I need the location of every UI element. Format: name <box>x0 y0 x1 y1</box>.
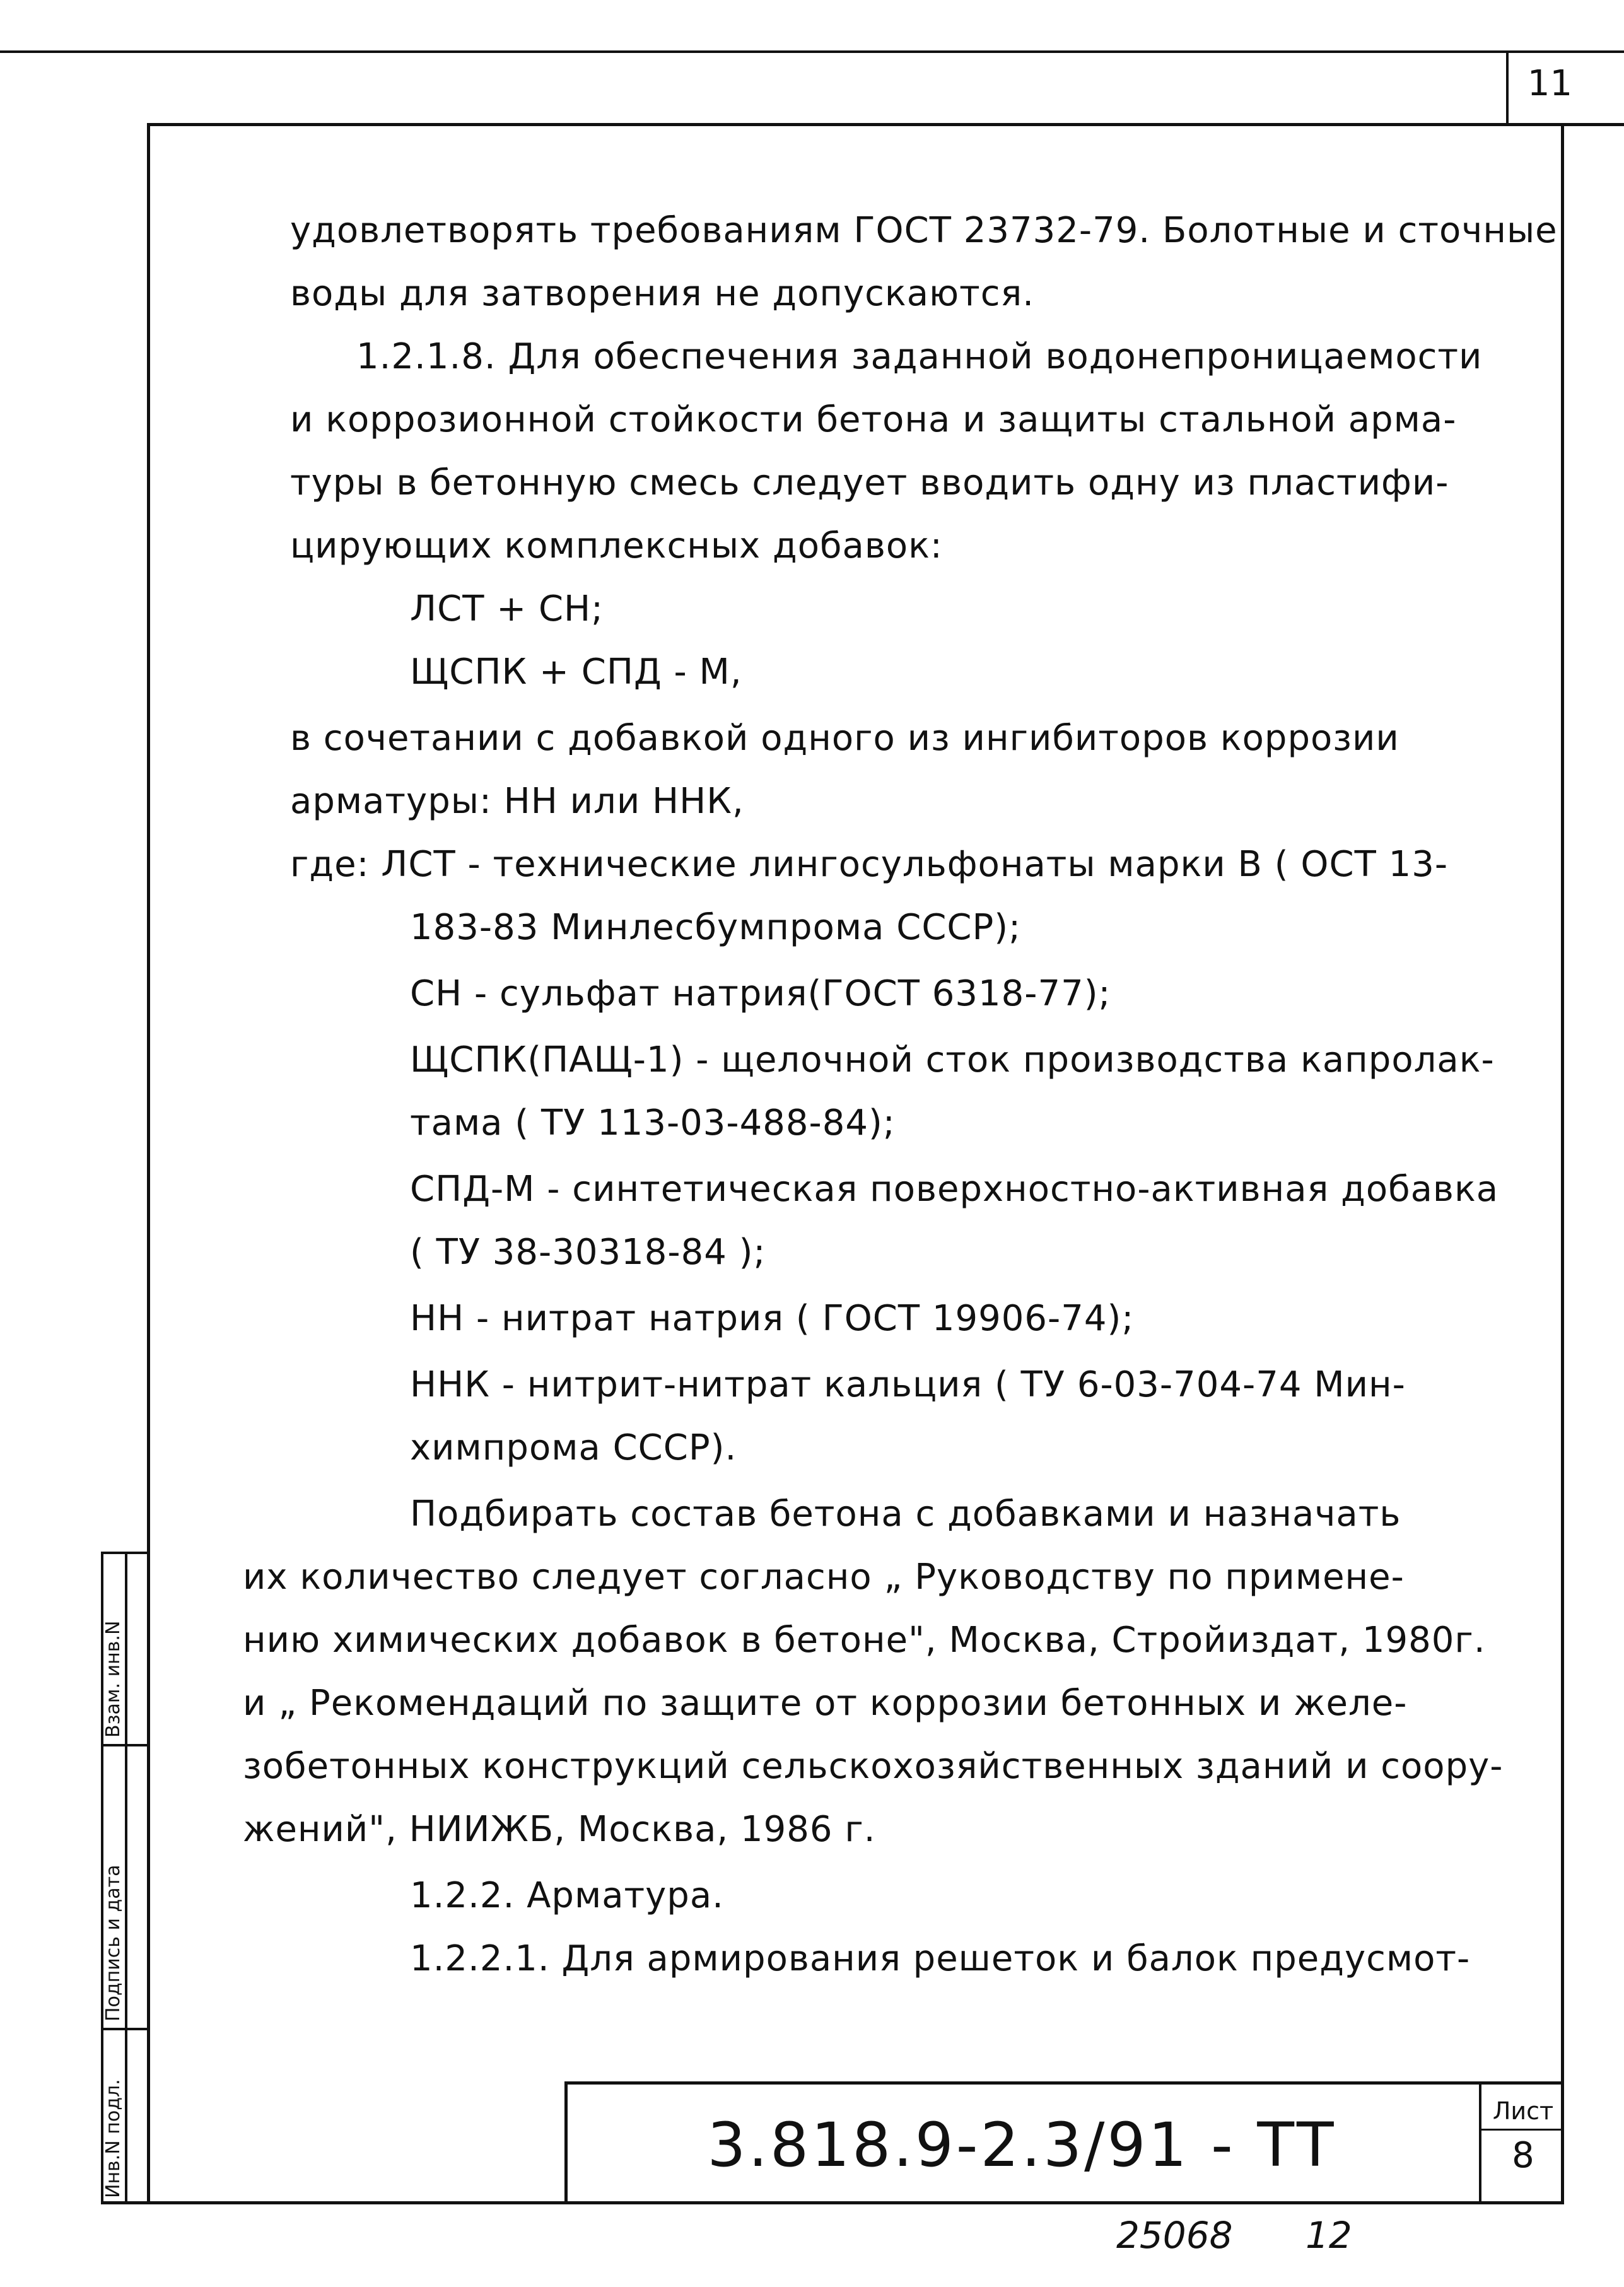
side-label-podpis: Подпись и дата <box>102 1864 124 2021</box>
side-stamp-div2 <box>101 2028 150 2030</box>
text-line-7: ЛСТ + СН; <box>410 588 604 629</box>
text-line-13: СН - сульфат натрия(ГОСТ 6318-77); <box>410 973 1111 1014</box>
text-line-24: и „ Рекомендаций по защите от коррозии бетонных и желе- <box>243 1683 1408 1724</box>
text-line-23: нию химических добавок в бетоне", Москва, Стройиздат, 1980г. <box>243 1620 1486 1661</box>
stamp-list-divider <box>1479 2081 1481 2204</box>
archive-number: 25068 <box>1116 2214 1233 2257</box>
text-line-4: и коррозионной стойкости бетона и защиты стальной арма- <box>290 399 1457 440</box>
sheet-number: 8 <box>1512 2135 1534 2176</box>
side-label-inv-podl: Инв.N подл. <box>102 2079 124 2198</box>
text-line-10: арматуры: НН или ННК, <box>290 781 744 822</box>
text-line-14: ЩСПК(ПАЩ-1) - щелочной сток производства капролак- <box>410 1039 1495 1080</box>
text-line-18: НН - нитрат натрия ( ГОСТ 19906-74); <box>410 1298 1135 1339</box>
text-line-1: удовлетворять требованиям ГОСТ 23732-79. Болотные и сточные <box>290 210 1558 251</box>
sheet-label: Лист <box>1492 2097 1554 2125</box>
text-line-12: 183-83 Минлесбумпрома СССР); <box>410 907 1022 948</box>
text-line-3: 1.2.1.8. Для обеспечения заданной водонепроницаемости <box>356 336 1483 377</box>
frame-right <box>1561 123 1564 2204</box>
text-line-26: жений", НИИЖБ, Москва, 1986 г. <box>243 1809 876 1850</box>
stamp-list-sep <box>1479 2129 1561 2131</box>
text-line-11: где: ЛСТ - технические лингосульфонаты марки В ( ОСТ 13- <box>290 844 1449 885</box>
text-line-8: ЩСПК + СПД - М, <box>410 652 742 693</box>
top-rule <box>0 50 1624 53</box>
side-stamp-div1 <box>101 1744 150 1746</box>
text-line-2: воды для затворения не допускаются. <box>290 273 1035 314</box>
text-line-20: химпрома СССР). <box>410 1427 737 1468</box>
side-stamp-top <box>101 1552 150 1554</box>
archive-sheet: 12 <box>1306 2214 1352 2257</box>
text-line-15: тама ( ТУ 113-03-488-84); <box>410 1103 896 1144</box>
text-line-5: туры в бетонную смесь следует вводить одну из пластифи- <box>290 462 1449 503</box>
text-line-21: Подбирать состав бетона с добавками и назначать <box>410 1494 1401 1535</box>
stamp-top <box>564 2081 1561 2085</box>
document-code: 3.818.9-2.3/91 - ТТ <box>707 2110 1336 2180</box>
text-line-28: 1.2.2.1. Для армирования решеток и балок предусмот- <box>410 1938 1471 1979</box>
text-line-27: 1.2.2. Арматура. <box>410 1875 724 1916</box>
frame-left <box>147 123 150 2204</box>
top-page-number: 11 <box>1527 63 1573 104</box>
text-line-9: в сочетании с добавкой одного из ингибиторов коррозии <box>290 718 1399 759</box>
text-line-17: ( ТУ 38-30318-84 ); <box>410 1232 766 1273</box>
side-stamp-mid <box>125 1552 127 2204</box>
frame-top <box>148 123 1624 126</box>
text-line-22: их количество следует согласно „ Руководству по примене- <box>243 1557 1405 1598</box>
text-line-6: цирующих комплексных добавок: <box>290 525 943 566</box>
side-label-vzam: Взам. инв.N <box>102 1620 124 1738</box>
text-line-19: ННК - нитрит-нитрат кальция ( ТУ 6-03-704-74 Мин- <box>410 1364 1406 1405</box>
text-line-16: СПД-М - синтетическая поверхностно-активная добавка <box>410 1169 1499 1210</box>
frame-bottom <box>101 2201 1564 2204</box>
text-line-25: зобетонных конструкций сельскохозяйственных зданий и соору- <box>243 1746 1504 1787</box>
